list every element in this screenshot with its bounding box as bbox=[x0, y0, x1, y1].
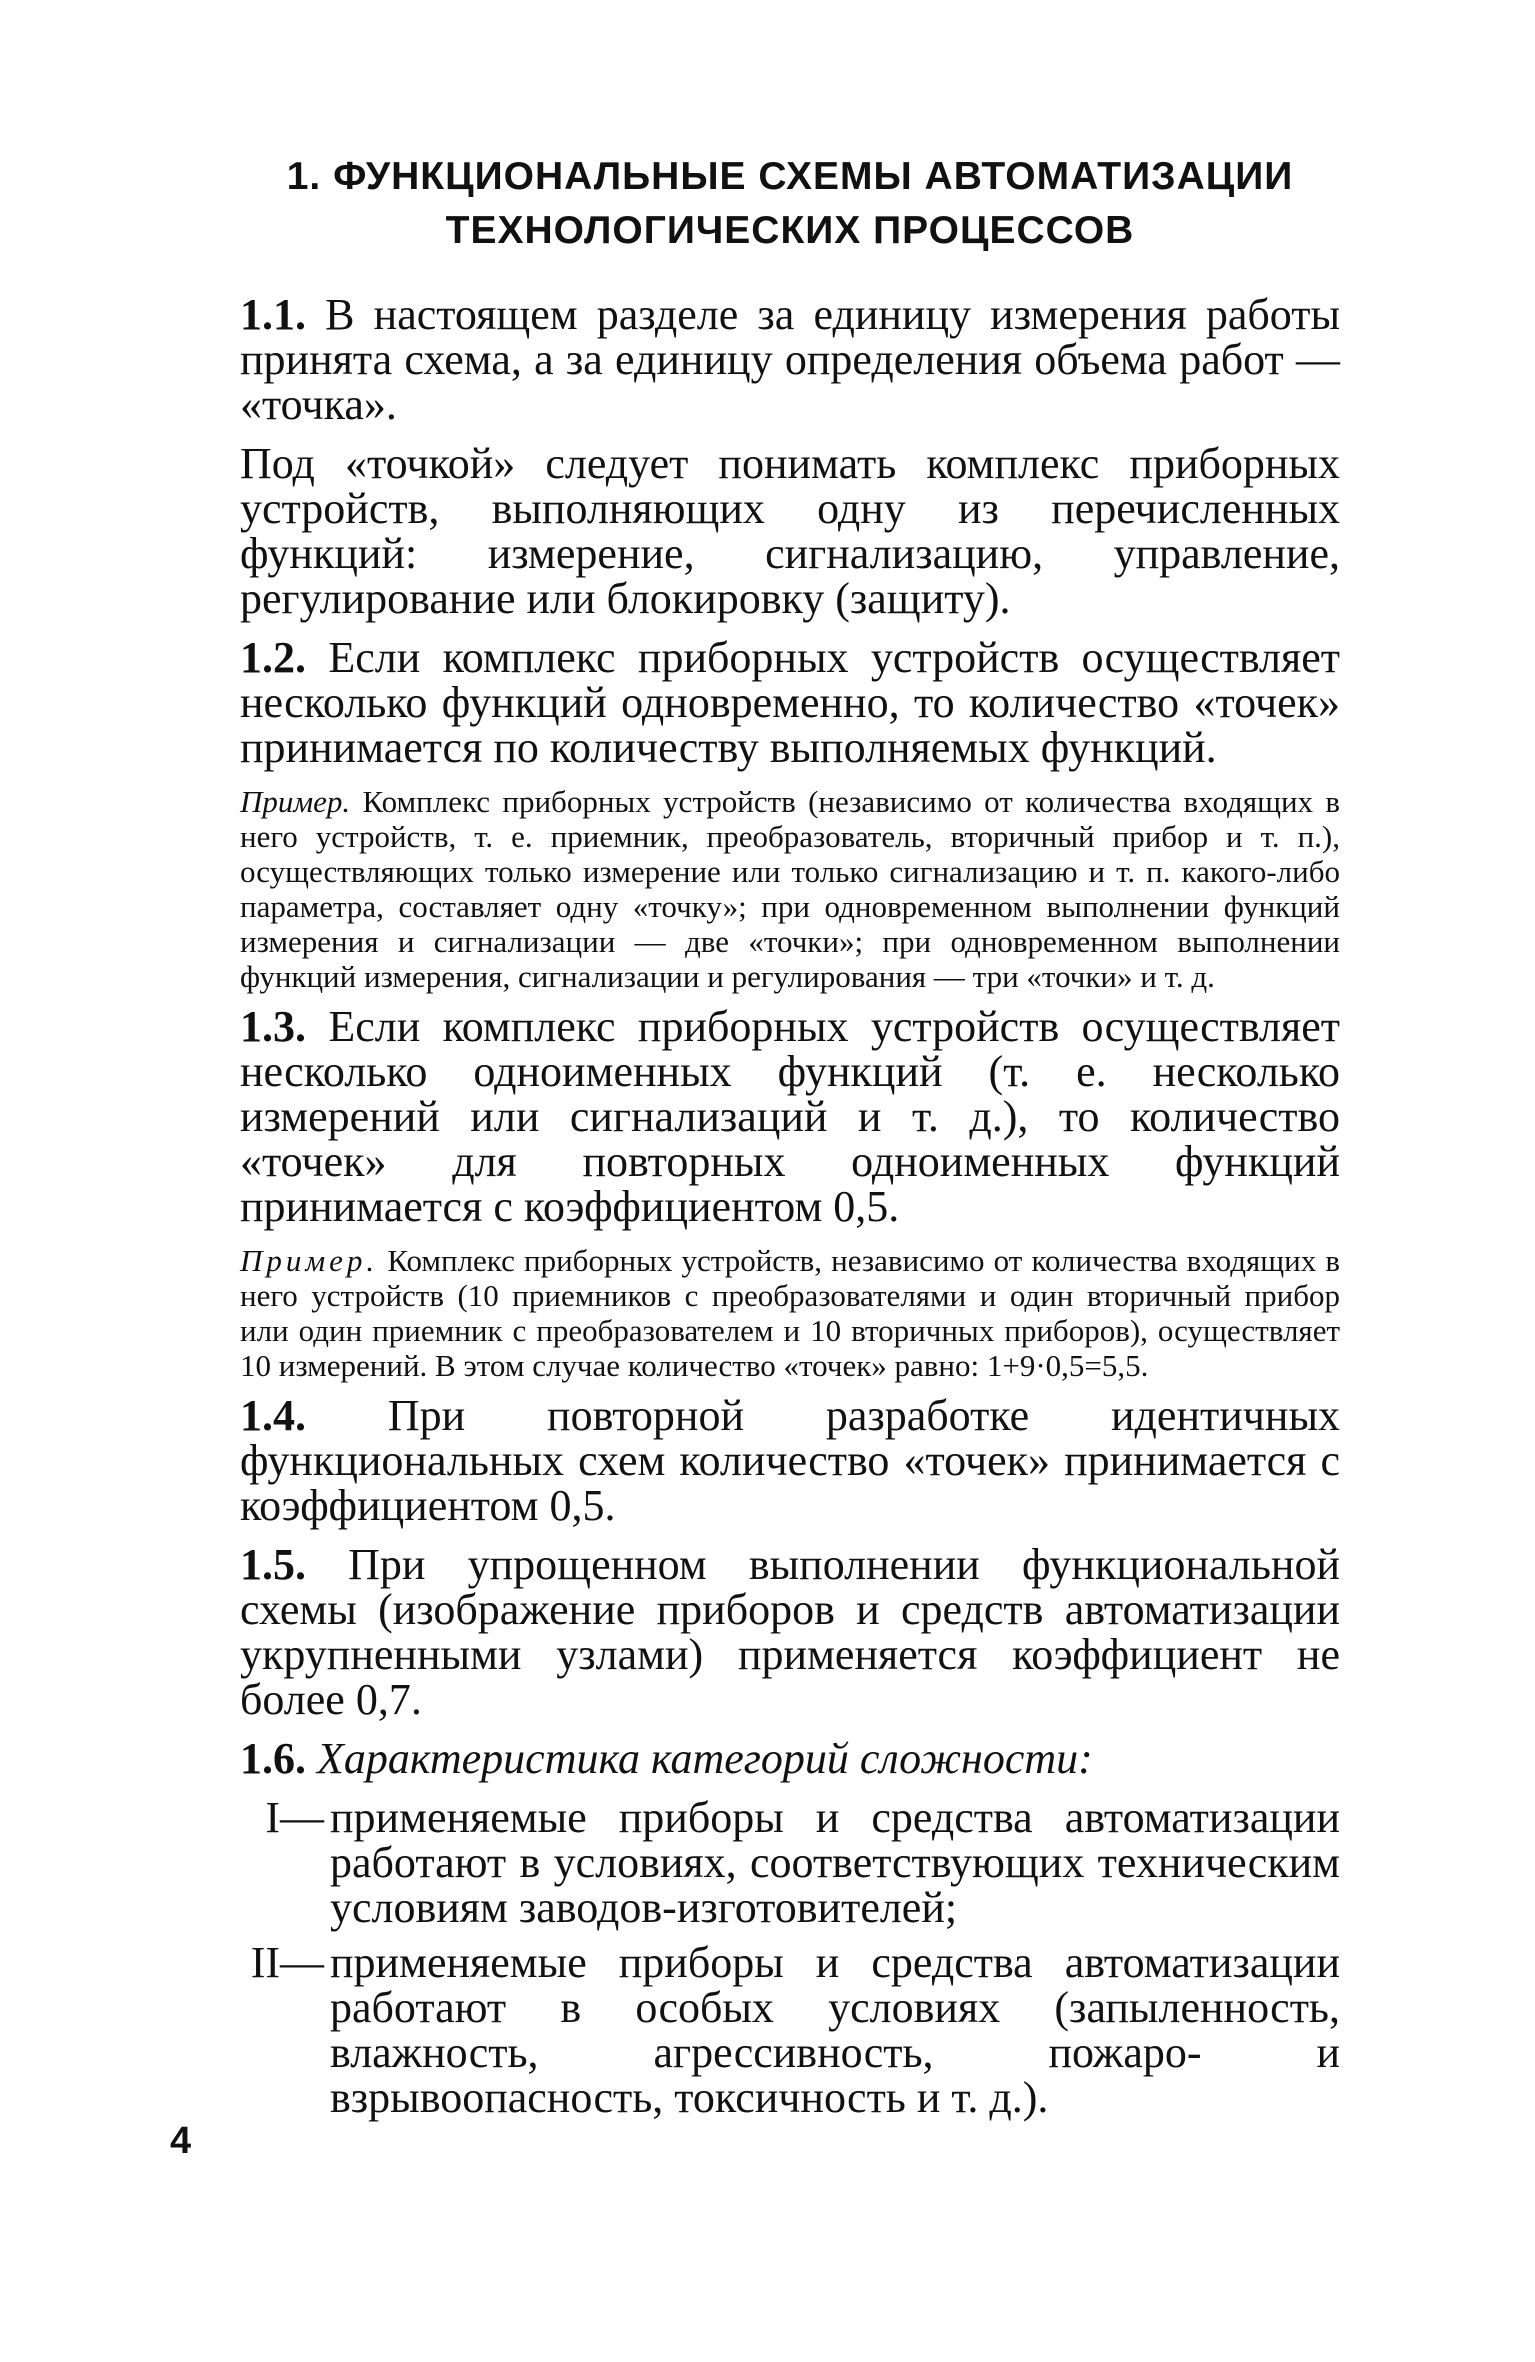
category-item-2 bbox=[240, 1940, 1340, 2120]
example-label: Пример. bbox=[240, 1243, 379, 1278]
example-1 bbox=[240, 784, 1340, 994]
example-text: Комплекс приборных устройств (независимо от количества входящих в него устройств, т. е. приемник, преобразователь, вторичный прибор и т. п.), осуществляющих только измерение или только сигнализацию и т. п. какого-либо параметра, составляет одну «точку»; при одновременном выполнении функций измерения и сигнализации — две «точки»; при одновременном выполнении функций измерения, сигнализации и регулирования — три «точки» и т. д. bbox=[240, 784, 1341, 994]
paragraph-1-6 bbox=[240, 1736, 1340, 1781]
example-text: Комплекс приборных устройств, независимо от количества входящих в него устройств (10 приемников с преобразователями и один вторичный прибор или один приемник с преобразователем и 10 вторичных приборов), осуществляет 10 измерений. В этом случае количество «точек» равно: 1+9·0,5=5,5. bbox=[240, 1243, 1340, 1383]
paragraph-1-1 bbox=[240, 292, 1340, 427]
example-2 bbox=[240, 1243, 1340, 1383]
category-text: применяемые приборы и средства автоматизации работают в условиях, соответствующих техническим условиям заводов-изготовителей; bbox=[330, 1793, 1340, 1932]
paragraph-1-1-definition bbox=[240, 441, 1340, 621]
paragraph-text: В настоящем разделе за единицу измерения работы принята схема, а за единицу определения объема работ — «точка». bbox=[240, 290, 1341, 429]
paragraph-number: 1.1. bbox=[240, 290, 306, 339]
paragraph-text: Если комплекс приборных устройств осуществляет несколько функций одновременно, то количество «точек» принимается по количеству выполняемых функций. bbox=[240, 633, 1341, 772]
paragraph-number: 1.2. bbox=[240, 633, 306, 682]
paragraph-1-3 bbox=[240, 1004, 1340, 1229]
section-heading bbox=[240, 150, 1340, 258]
paragraph-text: Если комплекс приборных устройств осуществляет несколько одноименных функций (т. е. несколько измерений или сигнализаций и т. д.), то количество «точек» для повторных одноименных функций принимается с коэффициентом 0,5. bbox=[240, 1002, 1341, 1231]
category-numeral: II— bbox=[250, 1938, 324, 1987]
paragraph-title: Характеристика категорий сложности: bbox=[317, 1734, 1093, 1783]
paragraph-number: 1.5. bbox=[240, 1540, 306, 1589]
paragraph-1-5 bbox=[240, 1542, 1340, 1722]
example-label: Пример. bbox=[240, 784, 351, 819]
category-item-1 bbox=[240, 1795, 1340, 1930]
paragraph-text: Под «точкой» следует понимать комплекс приборных устройств, выполняющих одну из перечисленных функций: измерение, сигнализацию, управление, регулирование или блокировку (защиту). bbox=[240, 439, 1340, 623]
heading-line-1: 1. ФУНКЦИОНАЛЬНЫЕ СХЕМЫ АВТОМАТИЗАЦИИ bbox=[286, 155, 1294, 198]
paragraph-text: При повторной разработке идентичных функциональных схем количество «точек» принимается с коэффициентом 0,5. bbox=[240, 1391, 1341, 1530]
paragraph-1-2 bbox=[240, 635, 1340, 770]
paragraph-1-4 bbox=[240, 1393, 1340, 1528]
paragraph-number: 1.4. bbox=[240, 1391, 306, 1440]
paragraph-number: 1.6. bbox=[240, 1734, 306, 1783]
paragraph-number: 1.3. bbox=[240, 1002, 306, 1051]
heading-line-2: ТЕХНОЛОГИЧЕСКИХ ПРОЦЕССОВ bbox=[445, 209, 1135, 252]
paragraph-text: При упрощенном выполнении функциональной схемы (изображение приборов и средств автоматизации укрупненными узлами) применяется коэффициент не более 0,7. bbox=[240, 1540, 1340, 1724]
document-body bbox=[240, 292, 1340, 2130]
category-text: применяемые приборы и средства автоматизации работают в особых условиях (запыленность, влажность, агрессивность, пожаро- и взрывоопасность, токсичность и т. д.). bbox=[330, 1938, 1340, 2122]
category-numeral: I— bbox=[265, 1793, 324, 1842]
page-number: 4 bbox=[170, 2120, 192, 2162]
